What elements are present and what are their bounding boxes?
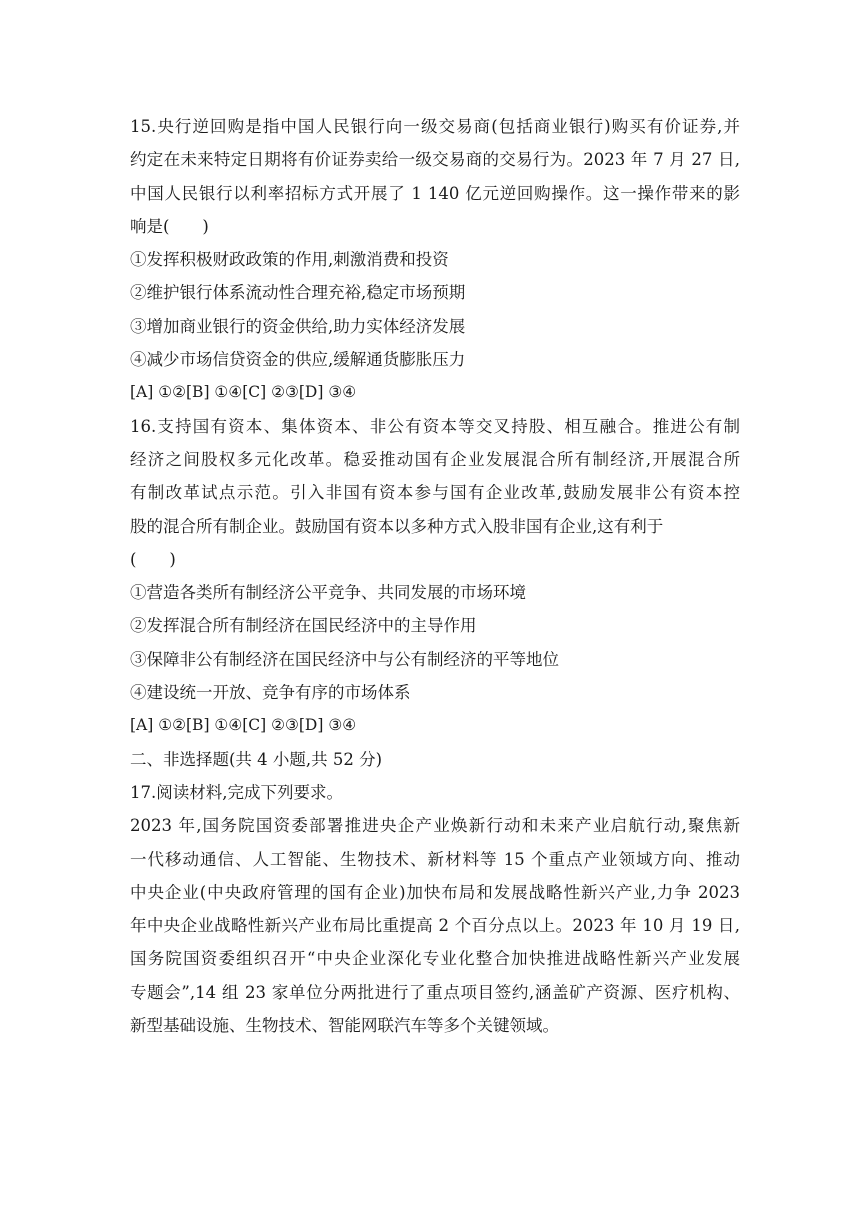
question-15-stem-line: 中国人民银行以利率招标方式开展了 1 140 亿元逆回购操作。这一操作带来的影	[130, 183, 740, 203]
question-16-stem-line: 股的混合所有制企业。鼓励国有资本以多种方式入股非国有企业,这有利于	[130, 516, 664, 536]
document-content	[130, 110, 740, 1042]
question-17-material-line: 国务院国资委组织召开“中央企业深化专业化整合加快推进战略性新兴产业发展	[130, 949, 740, 969]
question-17-material-line: 新型基础设施、生物技术、智能网联汽车等多个关键领域。	[130, 1016, 559, 1036]
question-17-material-line: 2023 年,国务院国资委部署推进央企产业焕新行动和未来产业启航行动,聚焦新	[130, 816, 740, 836]
question-17-material-line: 专题会”,14 组 23 家单位分两批进行了重点项目签约,涵盖矿产资源、医疗机构、	[130, 982, 740, 1002]
question-16-item: ④建设统一开放、竞争有序的市场体系	[130, 683, 411, 703]
question-16-stem-line: ( )	[130, 549, 176, 569]
question-17-prompt: 17.阅读材料,完成下列要求。	[130, 782, 343, 802]
question-17	[130, 776, 740, 1042]
question-15-stem-line: 响是( )	[130, 216, 209, 236]
question-16-item: ③保障非公有制经济在国民经济中与公有制经济的平等地位	[130, 649, 559, 669]
question-15-stem-line: 约定在未来特定日期将有价证券卖给一级交易商的交易行为。2023 年 7 月 27 日,	[130, 150, 740, 170]
question-17-material-line: 一代移动通信、人工智能、生物技术、新材料等 15 个重点产业领域方向、推动	[130, 849, 740, 869]
section-heading: 二、非选择题(共 4 小题,共 52 分)	[130, 749, 383, 769]
question-15-item: ①发挥积极财政政策的作用,刺激消费和投资	[130, 250, 449, 270]
question-15-item: ③增加商业银行的资金供给,助力实体经济发展	[130, 316, 466, 336]
question-17-material-line: 中央企业(中央政府管理的国有企业)加快布局和发展战略性新兴产业,力争 2023	[130, 882, 740, 902]
question-16	[130, 410, 740, 743]
question-15-item: ④减少市场信贷资金的供应,缓解通货膨胀压力	[130, 350, 466, 370]
question-16-options: [A] ①②[B] ①④[C] ②③[D] ③④	[130, 716, 357, 735]
question-16-stem-line: 经济之间股权多元化改革。稳妥推动国有企业发展混合所有制经济,开展混合所	[130, 449, 740, 469]
question-16-stem-line: 16.支持国有资本、集体资本、非公有资本等交叉持股、相互融合。推进公有制	[130, 416, 740, 436]
question-15-stem-line: 15.央行逆回购是指中国人民银行向一级交易商(包括商业银行)购买有价证券,并	[130, 117, 740, 136]
question-16-item: ①营造各类所有制经济公平竞争、共同发展的市场环境	[130, 583, 526, 603]
question-16-stem-line: 有制改革试点示范。引入非国有资本参与国有企业改革,鼓励发展非公有资本控	[130, 483, 740, 503]
question-16-item: ②发挥混合所有制经济在国民经济中的主导作用	[130, 616, 477, 636]
question-15	[130, 110, 740, 410]
question-15-options: [A] ①②[B] ①④[C] ②③[D] ③④	[130, 383, 357, 402]
question-17-material-line: 年中央企业战略性新兴产业布局比重提高 2 个百分点以上。2023 年 10 月 19 日,	[130, 916, 740, 936]
question-15-item: ②维护银行体系流动性合理充裕,稳定市场预期	[130, 283, 466, 303]
